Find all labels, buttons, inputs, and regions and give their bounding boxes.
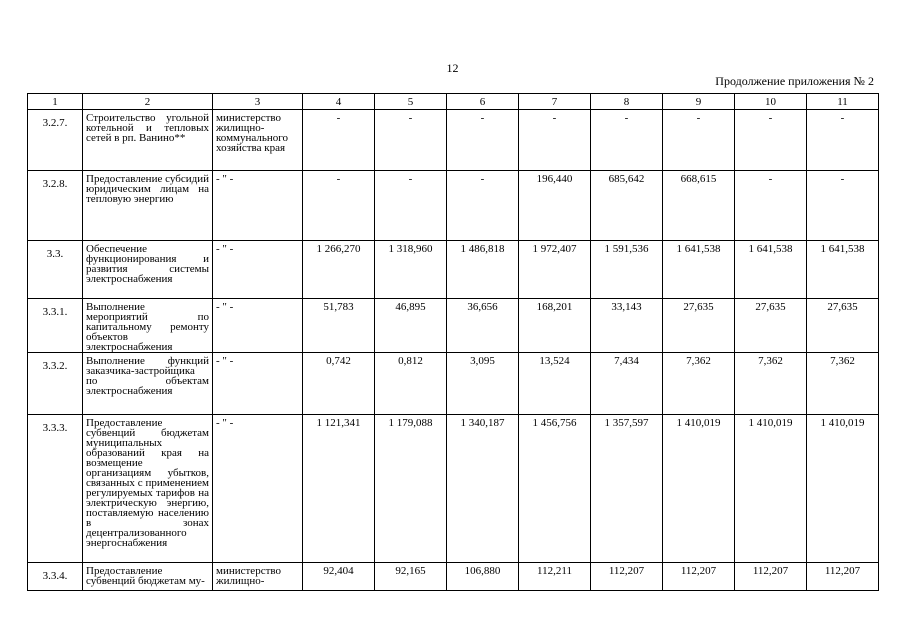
activity-name: Строительство угольной котельной и тепловых сетей в рп. Ванино** [83,110,213,171]
value-cell: 1 972,407 [519,241,591,299]
value-cell: - [591,110,663,171]
responsible-executor: министерство жилищно-коммунального хозяйства края [213,110,303,171]
column-number: 4 [303,94,375,110]
value-cell: 1 410,019 [663,415,735,563]
column-number: 11 [807,94,879,110]
value-cell: 7,434 [591,353,663,415]
value-cell: 13,524 [519,353,591,415]
value-cell: 196,440 [519,171,591,241]
value-cell: - [519,110,591,171]
activity-name: Выполнение мероприятий по капитальному ремонту объектов электроснабжения [83,299,213,353]
value-cell: 1 410,019 [735,415,807,563]
budget-table [27,93,879,591]
value-cell: 33,143 [591,299,663,353]
table-row [28,563,879,591]
row-number: 3.2.8. [28,171,83,241]
value-cell: 1 179,088 [375,415,447,563]
row-number: 3.3.4. [28,563,83,591]
value-cell: 112,207 [807,563,879,591]
value-cell: 27,635 [663,299,735,353]
value-cell: 112,211 [519,563,591,591]
row-number: 3.3. [28,241,83,299]
value-cell: 1 121,341 [303,415,375,563]
value-cell: 1 410,019 [807,415,879,563]
row-number: 3.3.2. [28,353,83,415]
value-cell: 92,165 [375,563,447,591]
value-cell: 685,642 [591,171,663,241]
appendix-continuation-label: Продолжение приложения № 2 [715,74,874,88]
value-cell: 51,783 [303,299,375,353]
value-cell: 168,201 [519,299,591,353]
responsible-executor: - " - [213,353,303,415]
table-row [28,353,879,415]
value-cell: 112,207 [735,563,807,591]
value-cell: 1 357,597 [591,415,663,563]
value-cell: 0,742 [303,353,375,415]
value-cell: 7,362 [807,353,879,415]
value-cell: 1 641,538 [663,241,735,299]
value-cell: 112,207 [663,563,735,591]
column-number: 3 [213,94,303,110]
column-number: 9 [663,94,735,110]
column-number: 6 [447,94,519,110]
column-number: 8 [591,94,663,110]
value-cell: - [303,171,375,241]
value-cell: 1 456,756 [519,415,591,563]
activity-name: Предоставление субвенций бюджетам муниципальных образований края на возмещение организациям убытков, связанных с применением регулируемых тарифов на электрическую энергию, поставляемую населению в зонах децентрализованного энергоснабжения [83,415,213,563]
value-cell: - [807,171,879,241]
value-cell: 3,095 [447,353,519,415]
value-cell: 36,656 [447,299,519,353]
value-cell: - [735,171,807,241]
row-number: 3.3.1. [28,299,83,353]
value-cell: 0,812 [375,353,447,415]
value-cell: 27,635 [807,299,879,353]
activity-name: Предоставление субсидий юридическим лицам на тепловую энергию [83,171,213,241]
responsible-executor: министерство жилищно- [213,563,303,591]
value-cell: - [447,110,519,171]
value-cell: - [375,171,447,241]
activity-name: Предоставление субвенций бюджетам му- [83,563,213,591]
value-cell: 1 318,960 [375,241,447,299]
value-cell: 7,362 [663,353,735,415]
responsible-executor: - " - [213,299,303,353]
column-number-row [28,94,879,110]
table-row [28,299,879,353]
value-cell: 1 641,538 [807,241,879,299]
value-cell: 1 266,270 [303,241,375,299]
value-cell: 92,404 [303,563,375,591]
value-cell: 27,635 [735,299,807,353]
responsible-executor: - " - [213,241,303,299]
row-number: 3.3.3. [28,415,83,563]
table-row [28,415,879,563]
value-cell: 106,880 [447,563,519,591]
responsible-executor: - " - [213,171,303,241]
column-number: 1 [28,94,83,110]
value-cell: - [663,110,735,171]
row-number: 3.2.7. [28,110,83,171]
table-row [28,110,879,171]
column-number: 7 [519,94,591,110]
table-row [28,241,879,299]
value-cell: - [375,110,447,171]
column-number: 2 [83,94,213,110]
value-cell: 1 591,536 [591,241,663,299]
value-cell: 1 641,538 [735,241,807,299]
value-cell: 1 340,187 [447,415,519,563]
value-cell: 112,207 [591,563,663,591]
responsible-executor: - " - [213,415,303,563]
column-number: 10 [735,94,807,110]
value-cell: 7,362 [735,353,807,415]
value-cell: - [807,110,879,171]
value-cell: - [303,110,375,171]
value-cell: - [735,110,807,171]
page-number: 12 [446,61,459,75]
value-cell: 46,895 [375,299,447,353]
column-number: 5 [375,94,447,110]
table-row [28,171,879,241]
value-cell: 668,615 [663,171,735,241]
value-cell: 1 486,818 [447,241,519,299]
value-cell: - [447,171,519,241]
activity-name: Обеспечение функционирования и развития системы электроснабжения [83,241,213,299]
activity-name: Выполнение функций заказчика-застройщика по объектам электроснабжения [83,353,213,415]
